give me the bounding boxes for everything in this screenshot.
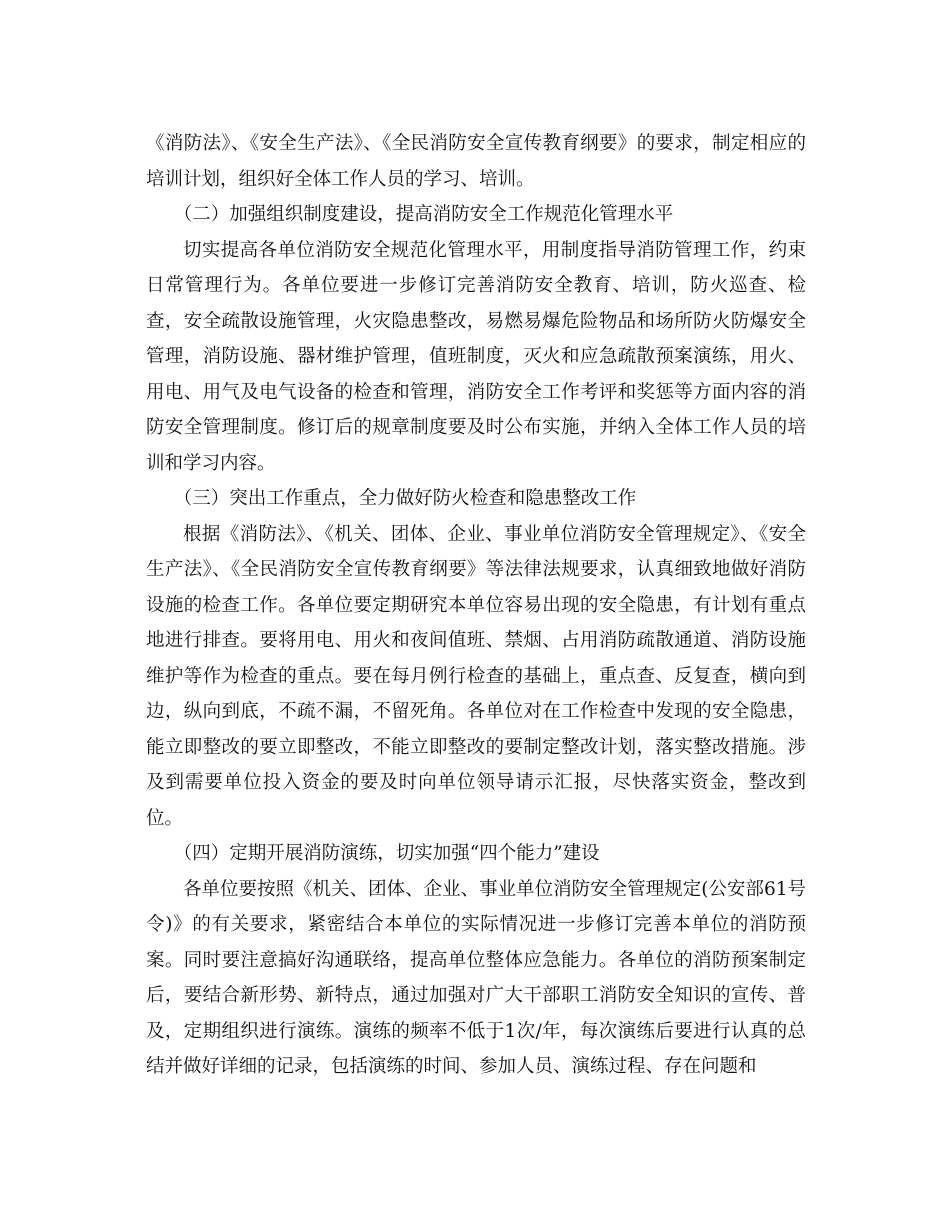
section-heading-3: （三）突出工作重点，全力做好防火检查和隐患整改工作 bbox=[173, 488, 637, 509]
paragraph-training-requirements: 《消防法》、《安全生产法》、《全民消防安全宣传教育纲要》的要求，制定相应的培训计划，组织好全体工作人员的学习、培训。 bbox=[146, 133, 806, 190]
section-heading-2: （二）加强组织制度建设，提高消防安全工作规范化管理水平 bbox=[173, 204, 674, 225]
paragraph-fire-drills: 各单位要按照《机关、团体、企业、事业单位消防安全管理规定(公安部61号令)》的有关要求，紧密结合本单位的实际情况进一步修订完善本单位的消防预案。同时要注意搞好沟通联络，提高单位整体应急能力。各单位的消防预案制定后，要结合新形势、新特点，通过加强对广大干部职工消防安全知识的宣传、普及，定期组织进行演练。演练的频率不低于1次/年，每次演练后要进行认真的总结并做好详细的记录，包括演练的时间、参加人员、演练过程、存在问题和 bbox=[146, 878, 806, 1077]
paragraph-inspection-rectification: 根据《消防法》、《机关、团体、企业、事业单位消防安全管理规定》、《安全生产法》、《全民消防安全宣传教育纲要》等法律法规要求，认真细致地做好消防设施的检查工作。各单位要定期研究本单位容易出现的安全隐患，有计划有重点地进行排查。要将用电、用火和夜间值班、禁烟、占用消防疏散通道、消防设施维护等作为检查的重点。要在每月例行检查的基础上，重点查、反复查，横向到边，纵向到底，不疏不漏，不留死角。各单位对在工作检查中发现的安全隐患，能立即整改的要立即整改，不能立即整改的要制定整改计划，落实整改措施。涉及到需要单位投入资金的要及时向单位领导请示汇报，尽快落实资金，整改到位。 bbox=[146, 523, 806, 829]
section-heading-4: （四）定期开展消防演练，切实加强“四个能力”建设 bbox=[173, 843, 600, 864]
paragraph-management-system: 切实提高各单位消防安全规范化管理水平，用制度指导消防管理工作，约束日常管理行为。各单位要进一步修订完善消防安全教育、培训，防火巡查、检查，安全疏散设施管理，火灾隐患整改，易燃易爆危险物品和场所防火防爆安全管理，消防设施、器材维护管理，值班制度，灭火和应急疏散预案演练，用火、用电、用气及电气设备的检查和管理，消防安全工作考评和奖惩等方面内容的消防安全管理制度。修订后的规章制度要及时公布实施，并纳入全体工作人员的培训和学习内容。 bbox=[146, 239, 806, 474]
document-body bbox=[146, 126, 806, 1085]
